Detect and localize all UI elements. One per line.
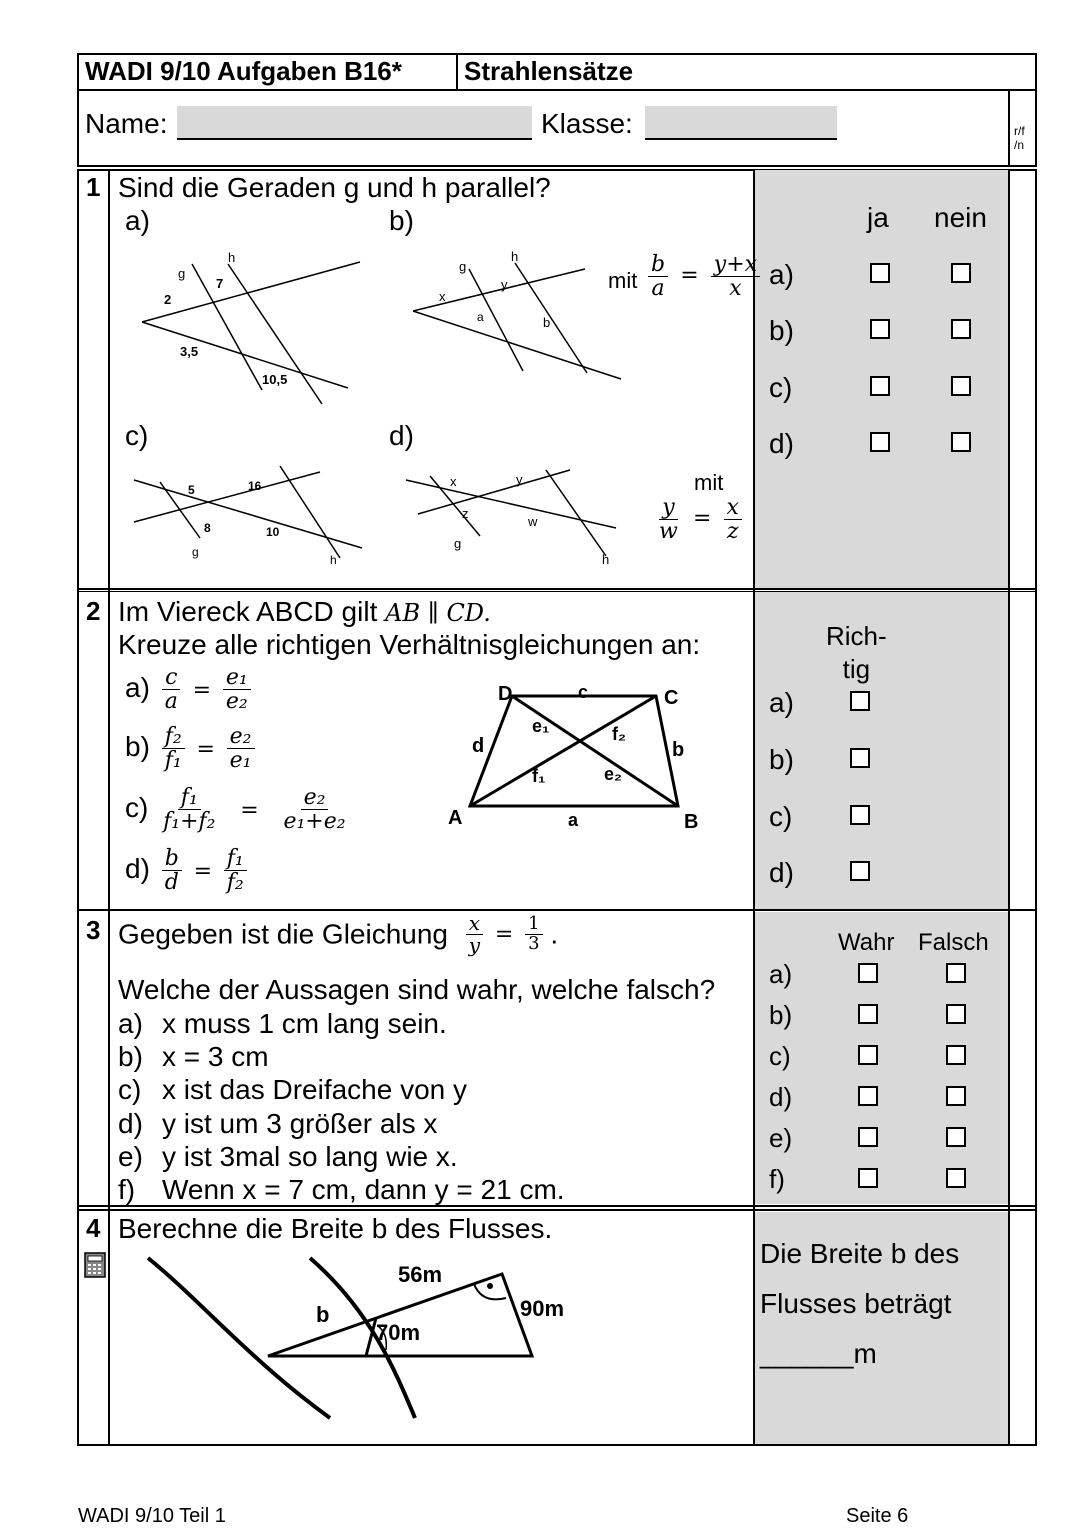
fig1c-v4: 10: [266, 525, 280, 539]
task3-statement-e: e) y ist 3mal so lang wie x.: [118, 1141, 458, 1172]
task4-answer-line1: Die Breite b des: [760, 1238, 960, 1269]
fig1b-a: a: [477, 310, 484, 324]
header-divider: [77, 89, 1037, 91]
task3-answer-row-c: c): [769, 1041, 791, 1071]
task2-intro: [118, 596, 491, 628]
task2-option-c: c) $\frac{\text{f₁}}{\text{f₁+f₂}}$ = $\frac{\text{e₂}}{\text{e₁+e₂}}$: [125, 785, 346, 835]
task1-d-nein-checkbox[interactable]: [951, 432, 971, 452]
task3-statement-d: d) y ist um 3 größer als x: [118, 1108, 438, 1139]
task2-number: 2: [86, 596, 101, 626]
task3-answer-row-b: b): [769, 1000, 793, 1030]
task3-c-true-checkbox[interactable]: [858, 1045, 878, 1065]
task1-a-ja-checkbox[interactable]: [870, 263, 890, 283]
task2-option-d: d) $\frac{b}{d}$ = $\frac{\text{f₁}}{\text{f₂}}$: [125, 847, 247, 894]
task3-answer-true-header: Wahr: [838, 929, 895, 956]
task3-statement-a: a) x muss 1 cm lang sein.: [118, 1008, 447, 1039]
task2-option-b: b) $\frac{\text{f₂}}{\text{f₁}}$ = $\frac{\text{e₂}}{\text{e₁}}$: [125, 725, 255, 772]
task3-answer-row-a: a): [769, 959, 793, 989]
task2-intro-text: Im Viereck ABCD gilt: [118, 596, 378, 627]
fig2-e1: e₁: [532, 716, 550, 736]
task1-c-nein-checkbox[interactable]: [951, 376, 971, 396]
task3-answer-row-d: d): [769, 1082, 793, 1112]
task1-d-ja-checkbox[interactable]: [870, 432, 890, 452]
task3-d-false-checkbox[interactable]: [946, 1086, 966, 1106]
fig1c-v2: 16: [248, 479, 262, 493]
worksheet-title: WADI 9/10 Aufgaben B16*: [85, 56, 402, 86]
header-title-divider: [456, 53, 458, 90]
task3-statement-f: f) Wenn x = 7 cm, dann y = 21 cm.: [118, 1174, 565, 1205]
task2-answer-row-b: b): [769, 744, 794, 775]
figure-2-quadrilateral: [440, 676, 720, 836]
task2-question: Kreuze alle richtigen Verhältnisgleichungen an:: [118, 629, 701, 660]
worksheet-topic: Strahlensätze: [464, 56, 634, 86]
figure-1b: [405, 245, 625, 385]
fig1b-y: y: [501, 277, 508, 292]
rf-divider: [1008, 89, 1010, 166]
task2-d-checkbox[interactable]: [850, 861, 870, 881]
task2-c-checkbox[interactable]: [850, 805, 870, 825]
number-column-line: [108, 169, 110, 1446]
fig2-C: C: [664, 687, 679, 709]
task3-question: Welche der Aussagen sind wahr, welche falsch?: [118, 974, 716, 1005]
fig2-a: a: [568, 810, 579, 830]
fig2-d: d: [472, 735, 485, 757]
task-separator-2: [77, 909, 1037, 911]
task4-question: Berechne die Breite b des Flusses.: [118, 1213, 553, 1244]
task2-answer-header: Rich- tig: [826, 621, 887, 684]
task1-label-c: c): [125, 420, 149, 451]
fig2-f2: f₂: [612, 724, 626, 744]
task1-number: 1: [86, 172, 101, 202]
fig1d-z: z: [462, 506, 469, 521]
fig1a-g: g: [178, 266, 186, 281]
task1-b-mit: mit: [608, 268, 638, 293]
answer-column-line: [753, 169, 755, 1446]
task3-statement-c: c) x ist das Dreifache von y: [118, 1074, 468, 1105]
task3-d-true-checkbox[interactable]: [858, 1086, 878, 1106]
task3-intro: Gegeben ist die Gleichung $\frac{x}{y}$ = $\frac{1}{3}$ .: [118, 911, 559, 957]
fig2-B: B: [684, 811, 699, 833]
task1-answer-row-c: c): [769, 372, 793, 403]
fig1c-v3: 8: [204, 521, 211, 535]
task3-answer-false-header: Falsch: [918, 929, 989, 956]
fig2-A: A: [448, 807, 463, 829]
task3-statement-b: b) x = 3 cm: [118, 1041, 269, 1072]
task1-b-nein-checkbox[interactable]: [951, 319, 971, 339]
footer-page-number: Seite 6: [846, 1505, 909, 1527]
fig1d-y: y: [516, 472, 523, 487]
figure-1a: [130, 240, 370, 410]
task1-answer-yes-header: ja: [867, 202, 889, 233]
task3-number: 3: [86, 915, 101, 945]
task4-number: 4: [86, 1213, 101, 1243]
fig1b-g: g: [459, 259, 467, 274]
fig1a-v4: 10,5: [262, 372, 288, 387]
task3-e-true-checkbox[interactable]: [858, 1127, 878, 1147]
task2-answer-row-d: d): [769, 857, 794, 888]
rf-label: r/f /n: [1014, 124, 1025, 152]
rf-column-line: [1008, 169, 1010, 1446]
task3-f-true-checkbox[interactable]: [858, 1168, 878, 1188]
task2-answer-row-c: c): [769, 801, 793, 832]
figure-4-river: [140, 1250, 600, 1430]
fig1c-v1: 5: [188, 483, 195, 497]
footer-left: WADI 9/10 Teil 1: [78, 1505, 226, 1527]
fig1c-g: g: [192, 545, 199, 559]
task3-answer-row-e: e): [769, 1123, 793, 1153]
fig1c-h: h: [330, 553, 337, 567]
task4-answer-blank[interactable]: ______: [760, 1338, 854, 1369]
fig4-top: 56m: [398, 1262, 443, 1287]
task3-b-false-checkbox[interactable]: [946, 1004, 966, 1024]
task1-b-ja-checkbox[interactable]: [870, 319, 890, 339]
task4-answer-unit: m: [853, 1338, 877, 1369]
task1-answer-row-d: d): [769, 428, 794, 459]
task4-answer-field[interactable]: [760, 1338, 877, 1370]
task1-c-ja-checkbox[interactable]: [870, 376, 890, 396]
fig4-right: 90m: [520, 1296, 565, 1321]
task1-d-formula: $\frac{y}{w}$ = $\frac{x}{z}$: [656, 496, 742, 543]
fig1d-g: g: [454, 536, 462, 551]
fig1a-h: h: [228, 250, 236, 265]
fig1d-w: w: [528, 514, 538, 529]
fig2-f1: f₁: [532, 766, 546, 786]
fig2-e2: e₂: [604, 764, 623, 784]
task1-answer-no-header: nein: [934, 202, 987, 233]
task1-a-nein-checkbox[interactable]: [951, 263, 971, 283]
task2-a-checkbox[interactable]: [850, 691, 870, 711]
task1-d-mit: mit: [694, 470, 724, 495]
fig1b-x: x: [439, 289, 446, 304]
task4-answer-line2: Flusses beträgt: [760, 1288, 952, 1319]
fig2-c: c: [578, 682, 589, 702]
task1-label-d: d): [389, 420, 414, 451]
class-label: Klasse:: [541, 108, 633, 139]
fig4-b: b: [316, 1302, 330, 1327]
task1-question: Sind die Geraden g und h parallel?: [118, 172, 551, 203]
task1-answer-row-b: b): [769, 315, 794, 346]
fig1a-v1: 2: [164, 292, 172, 307]
task3-e-false-checkbox[interactable]: [946, 1127, 966, 1147]
task3-intro-text: Gegeben ist die Gleichung: [118, 918, 448, 950]
fig2-D: D: [498, 683, 513, 705]
task3-c-false-checkbox[interactable]: [946, 1045, 966, 1065]
task2-option-a: a) $\frac{c}{a}$ = $\frac{\text{e₁}}{\text{e₂}}$: [125, 666, 251, 713]
fig1d-x: x: [450, 474, 457, 489]
fig4-inner: 70m: [376, 1320, 421, 1345]
figure-1d: [400, 462, 620, 572]
fig1a-v3: 3,5: [180, 344, 199, 359]
task2-b-checkbox[interactable]: [850, 748, 870, 768]
name-label: Name:: [85, 108, 168, 139]
task-separator-1: [77, 588, 1037, 592]
task3-answer-row-f: f): [769, 1164, 785, 1194]
task2-intro-math: AB ∥ CD.: [385, 599, 491, 627]
fig1b-b: b: [543, 315, 551, 330]
name-field[interactable]: [177, 106, 532, 140]
fig1b-h: h: [511, 249, 519, 264]
task3-b-true-checkbox[interactable]: [858, 1004, 878, 1024]
task3-f-false-checkbox[interactable]: [946, 1168, 966, 1188]
task1-b-formula: $\frac{b}{a}$ = $\frac{y+x}{x}$: [648, 253, 760, 300]
task3-a-true-checkbox[interactable]: [858, 963, 878, 983]
task2-answer-row-a: a): [769, 687, 794, 718]
task1-label-a: a): [125, 205, 150, 236]
task1-answer-row-a: a): [769, 259, 794, 290]
fig1d-h: h: [602, 552, 610, 567]
task1-label-b: b): [389, 205, 414, 236]
class-field[interactable]: [645, 106, 837, 140]
task3-a-false-checkbox[interactable]: [946, 963, 966, 983]
fig1a-v2: 7: [216, 276, 224, 291]
figure-1c: [130, 462, 370, 572]
fig2-b: b: [672, 739, 685, 761]
calculator-icon: [84, 1252, 106, 1278]
